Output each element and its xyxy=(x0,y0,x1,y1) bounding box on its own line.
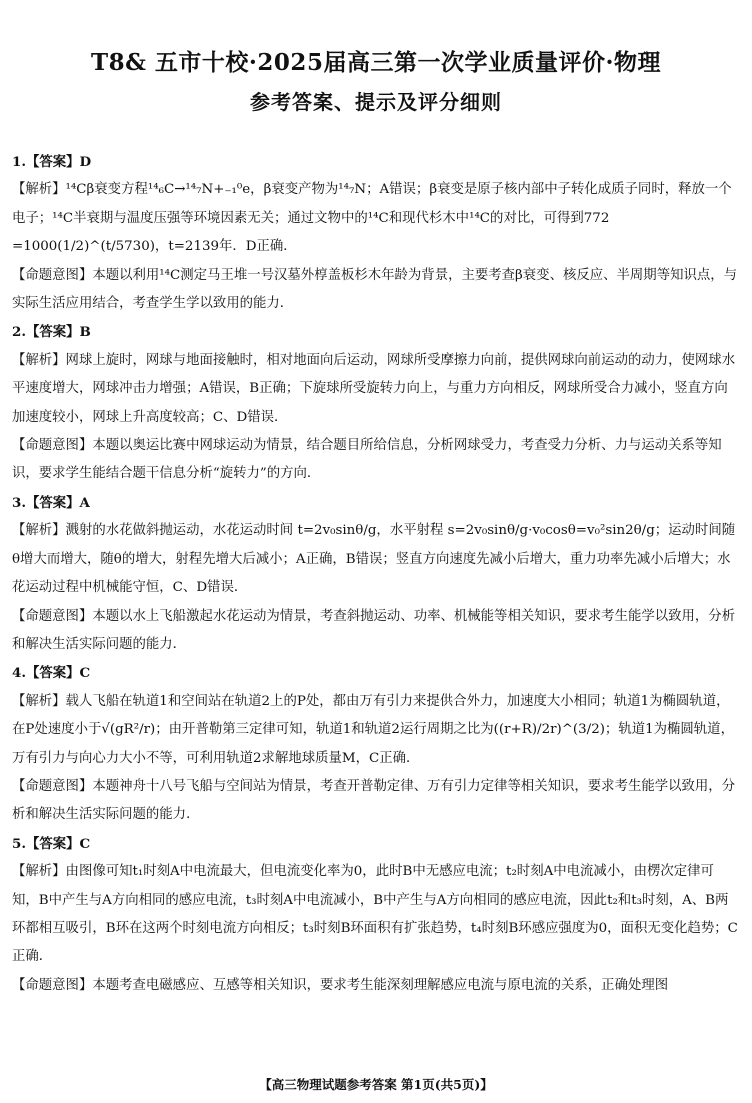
answer-item xyxy=(12,148,740,318)
answer-line: 4.【答案】C xyxy=(12,665,91,682)
page-footer: 【高三物理试题参考答案 第1页(共5页)】 xyxy=(259,1077,493,1092)
analysis-text: 【解析】网球上旋时，网球与地面接触时，相对地面向后运动，网球所受摩擦力向前，提供网球向前运动的动力，使网球水平速度增大，网球冲击力增强；A错误，B正确；下旋球所受旋转力向上，与重力方向相反，网球所受合力减小，竖直方向加速度较小，网球上升高度较高；C、D错误． xyxy=(12,352,736,425)
analysis-text: 【解析】载人飞船在轨道1和空间站在轨道2上的P处，都由万有引力来提供合外力，加速度大小相同；轨道1为椭圆轨道，在P处速度小于√(gR²/r)；由开普勒第三定律可知，轨道1和轨道2运行周期之比为((r+R)/2r)^(3/2)；轨道1为椭圆轨道，万有引力与向心力大小不等，可利用轨道2求解地球质量M，C正确． xyxy=(12,693,734,766)
analysis-text: 【解析】¹⁴Cβ衰变方程¹⁴₆C→¹⁴₇N+₋₁⁰e，β衰变产物为¹⁴₇N；A错误；β衰变是原子核内部中子转化成质子同时，释放一个电子；¹⁴C半衰期与温度压强等环境因素无关；通过文物中的¹⁴C和现代杉木中¹⁴C的对比，可得到772 =1000(1/2)^(t/5730)，t=2139年．D正确． xyxy=(12,182,732,255)
intent-text: 【命题意图】本题以奥运比赛中网球运动为情景，结合题目所给信息，分析网球受力，考查受力分析、力与运动关系等知识，要求学生能结合题干信息分析“旋转力”的方向． xyxy=(12,438,722,482)
page-subtitle: 参考答案、提示及评分细则 xyxy=(250,90,502,114)
intent-text: 【命题意图】本题以利用¹⁴C测定马王堆一号汉墓外椁盖板杉木年龄为背景，主要考查β衰变、核反应、半周期等知识点，与实际生活应用结合，考查学生学以致用的能力． xyxy=(12,267,738,312)
answer-list xyxy=(12,148,740,1000)
answer-line: 2.【答案】B xyxy=(12,324,91,341)
answer-item xyxy=(12,830,740,1000)
answer-line: 3.【答案】A xyxy=(12,494,90,511)
answer-line: 5.【答案】C xyxy=(12,835,91,852)
page-title: T8& 五市十校·2025届高三第一次学业质量评价·物理 xyxy=(91,49,661,76)
answer-item xyxy=(12,489,740,659)
intent-text: 【命题意图】本题神舟十八号飞船与空间站为情景，考查开普勒定律、万有引力定律等相关知识，要求考生能学以致用，分析和解决生活实际问题的能力． xyxy=(12,778,736,823)
analysis-text: 【解析】溅射的水花做斜抛运动，水花运动时间 t=2v₀sinθ/g，水平射程 s=2v₀sinθ/g·v₀cosθ=v₀²sin2θ/g；运动时间随θ增大而增大，随θ的增大，射程先增大后减小；A正确，B错误；竖直方向速度先减小后增大，重力功率先减小后增大；水花运动过程中机械能守恒，C、D错误． xyxy=(12,523,736,596)
answer-item xyxy=(12,318,740,488)
intent-text: 【命题意图】本题考查电磁感应、互感等相关知识，要求考生能深刻理解感应电流与原电流的关系，正确处理图 xyxy=(12,977,669,993)
answer-item xyxy=(12,659,740,829)
answer-line: 1.【答案】D xyxy=(12,154,92,170)
intent-text: 【命题意图】本题以水上飞船激起水花运动为情景，考查斜抛运动、功率、机械能等相关知识，要求考生能学以致用，分析和解决生活实际问题的能力． xyxy=(12,608,736,652)
analysis-text: 【解析】由图像可知t₁时刻A中电流最大，但电流变化率为0，此时B中无感应电流；t₂时刻A中电流减小，由楞次定律可知，B中产生与A方向相同的感应电流，t₃时刻A中电流减小，B中产生与A方向相同的感应电流，因此t₂和t₃时刻，A、B两环都相互吸引，B环在这两个时刻电流方向相反；t₃时刻B环面积有扩张趋势，t₄时刻B环感应强度为0，面积无变化趋势；C正确． xyxy=(12,864,738,965)
